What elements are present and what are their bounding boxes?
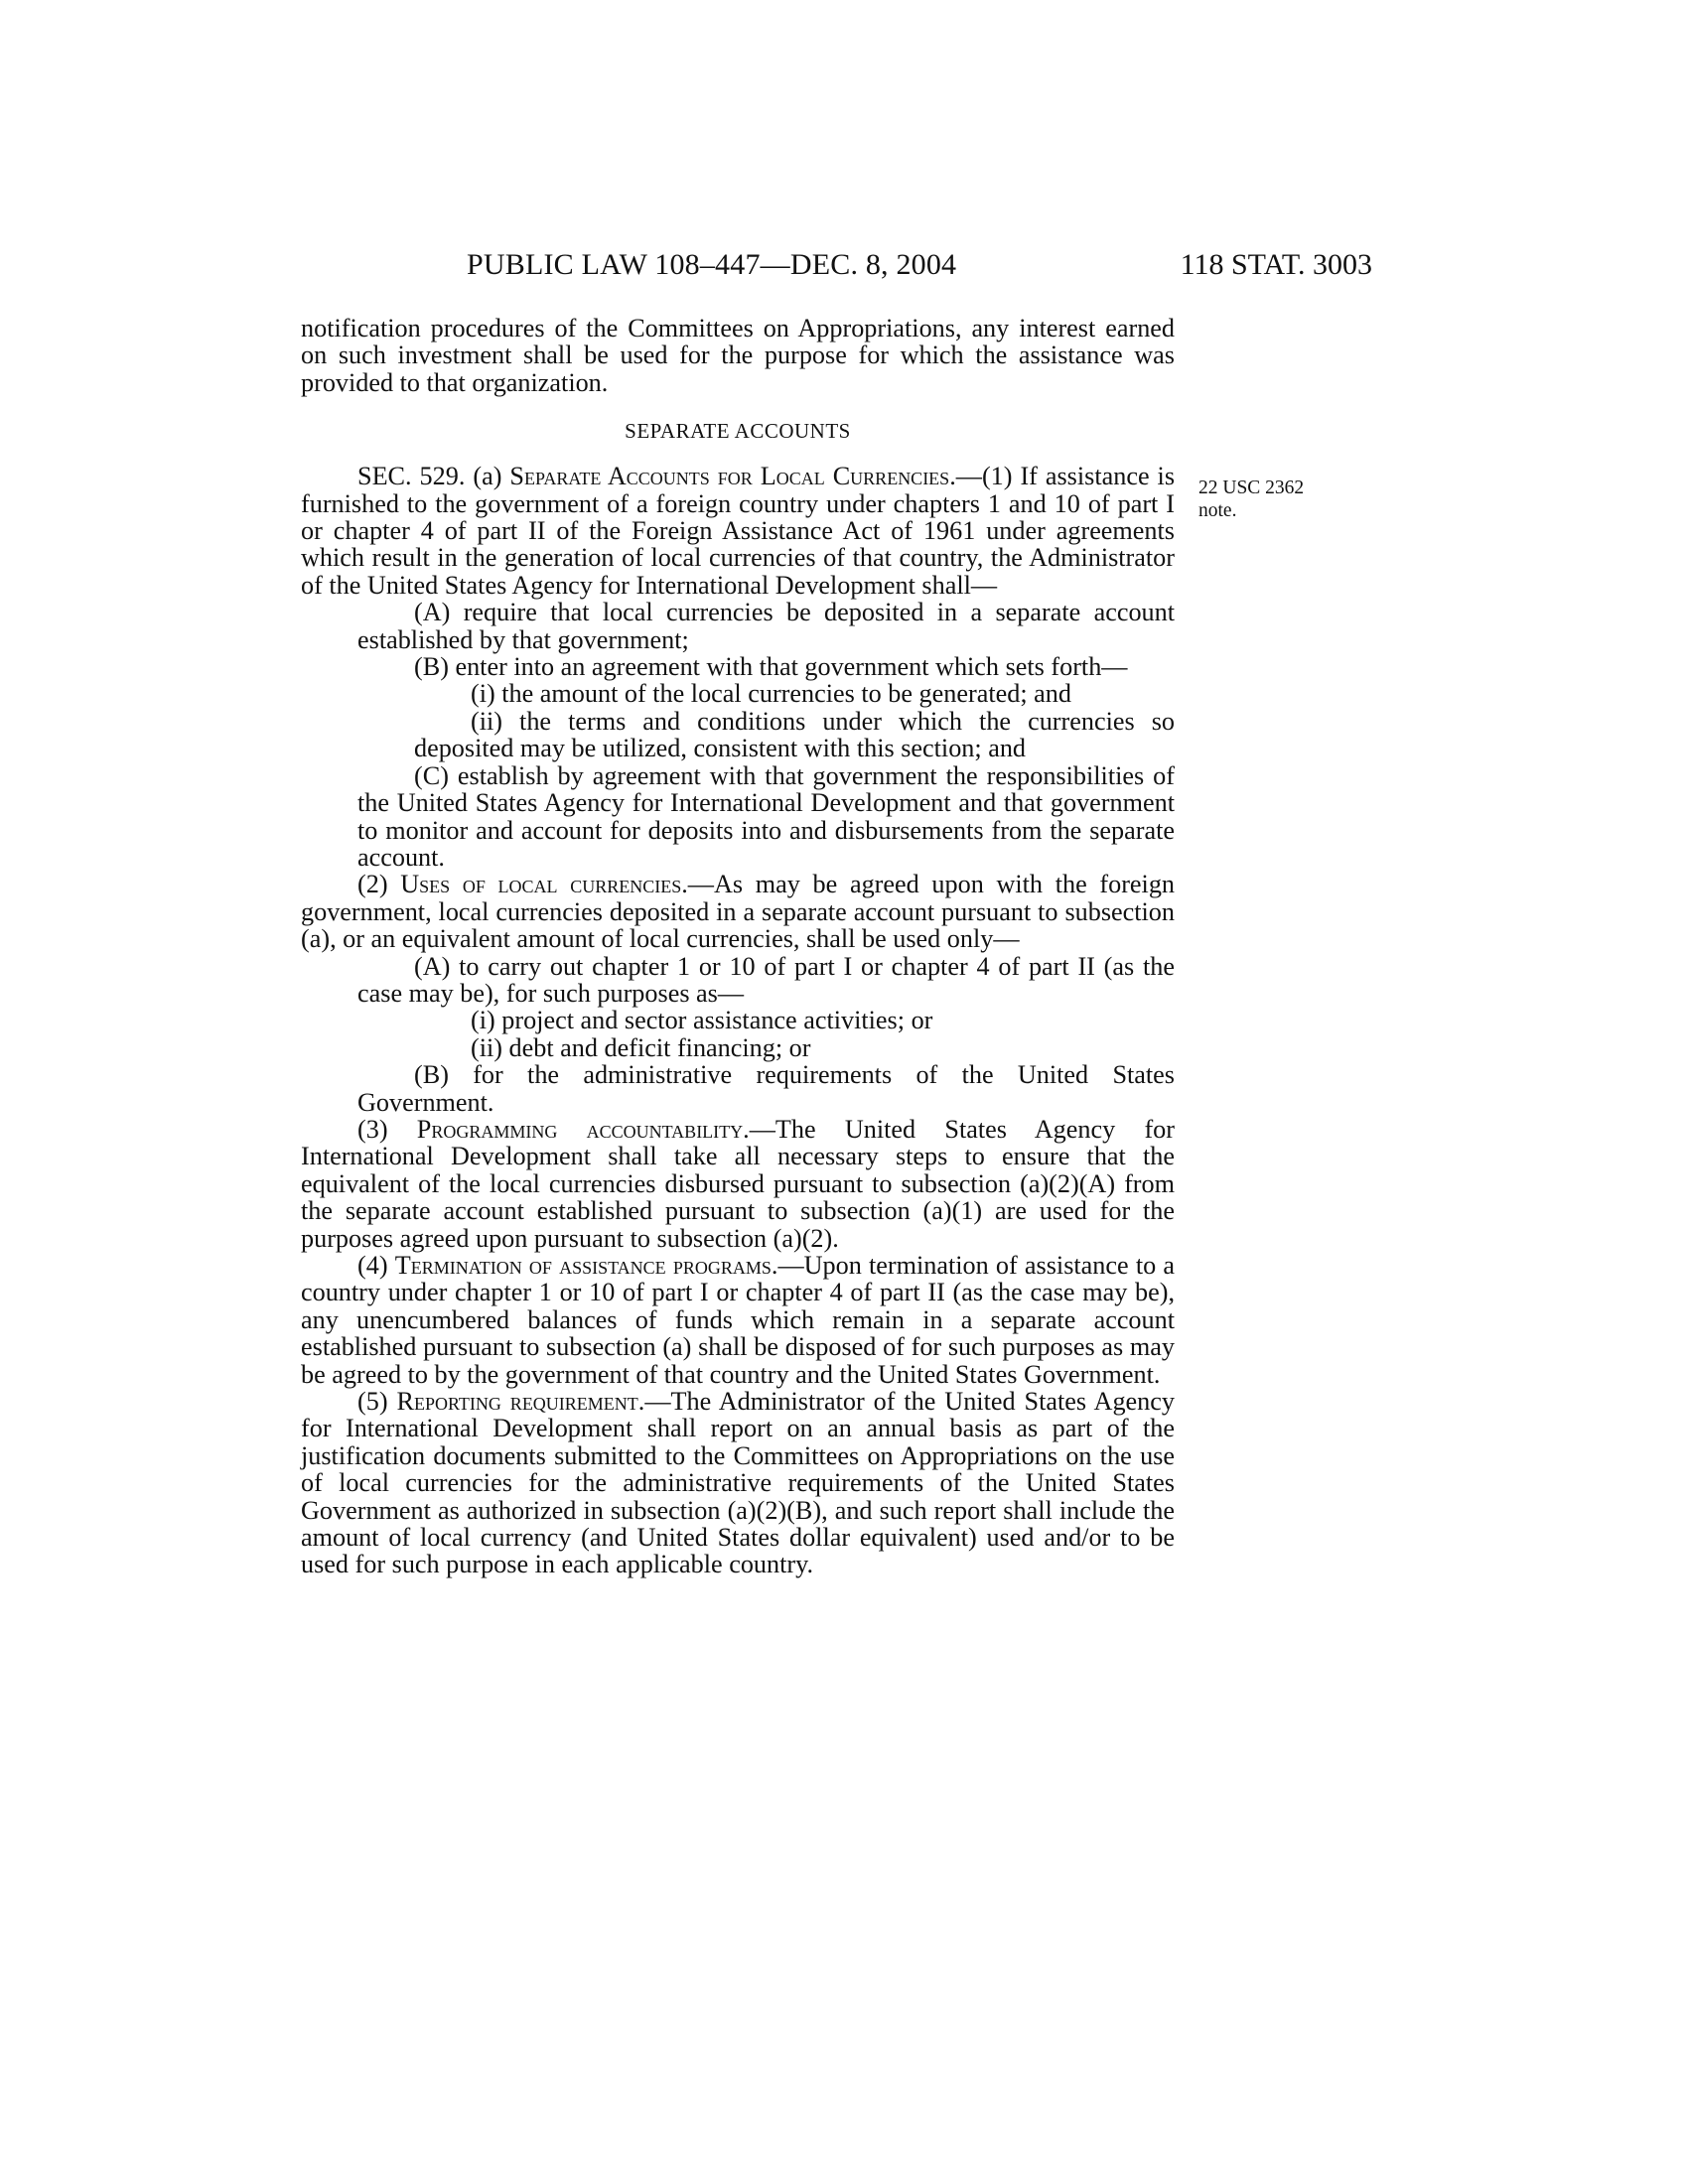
paragraph-3-number: (3) [357,1114,417,1144]
paragraph-3-text: —The United States Agency for International Development shall take all necessary steps to ensure that the equivalent of the local currencies disbursed pursuant to subsection (a)(2)(A) from the separate account established pursuant to subsection (a)(1) are used for the purposes agreed upon pursuant to subsection (a)(2). [301,1114,1175,1253]
paragraph-1: (1) If assistance is furnished to the government of a foreign country under chapters 1 and 10 of part I or chapter 4 of part II of the Foreign Assistance Act of 1961 under agreements which result in the generation of local currencies of that country, the Administrator of the United States Agency for International Development shall— [301,462,1176,600]
paragraph-1B: (B) enter into an agreement with that government which sets forth— [414,652,1128,682]
paragraph-1C: (C) establish by agreement with that government the responsibilities of the United States Agency for International Development and that government to monitor and account for deposits into and disbursements from the separate account. [357,760,1175,872]
paragraph-2A: (A) to carry out chapter 1 or 10 of part I or chapter 4 of part II (as the case may be), for such purposes as— [357,951,1175,1008]
margin-note [1198,477,1337,522]
paragraph-2 [301,871,1175,952]
paragraph-2B: (B) for the administrative requirements of the United States Government. [357,1060,1175,1117]
paragraph-5-caption: Reporting requirement. [396,1387,645,1417]
section-heading: SEPARATE ACCOUNTS [625,419,851,444]
paragraph-2A-i: (i) project and sector assistance activities; or [471,1006,933,1035]
document-body [301,315,1175,1578]
paragraph-5-text: —The Administrator of the United States Agency for International Development shall report on an annual basis as part of the justification documents submitted to the Committees on Appropriations on the use of local currencies for the administrative requirements of the United States Government as authorized in subsection (a)(2)(B), and such report shall include the amount of local currency (and United States dollar equivalent) used and/or to be used for such purpose in each applicable country. [301,1387,1175,1579]
page-reference: 118 STAT. 3003 [1180,248,1372,281]
paragraph-2A-ii: (ii) debt and deficit financing; or [471,1032,811,1062]
paragraph-1B-ii: (ii) the terms and conditions under which the currencies so deposited may be utilized, consistent with this section; and [414,706,1175,763]
paragraph-1A: (A) require that local currencies be deposited in a separate account established by that government; [357,598,1175,654]
section-caption: Separate Accounts for Local Currencies.— [509,462,982,491]
continuation-paragraph: notification procedures of the Committees on Appropriations, any interest earned on such investment shall be used for the purpose for which the assistance was provided to that organization. [301,314,1175,397]
paragraph-2-caption: Uses of local currencies. [400,870,688,899]
paragraph-3-caption: Programming accountability. [416,1114,750,1144]
paragraph-4-text: —Upon termination of assistance to a country under chapter 1 or 10 of part I or chapter 4 of part II (as the case may be), any unencumbered balances of funds which remain in a separate account established pursuant to subsection (a) shall be disposed of for such purposes as may be agreed to by the government of that country and the United States Government. [301,1251,1175,1389]
paragraph-1B-i: (i) the amount of the local currencies to be generated; and [471,679,1071,709]
paragraph-5 [301,1388,1175,1578]
paragraph-2-number: (2) [357,870,401,899]
margin-note-citation: 22 USC 2362 [1198,478,1305,498]
margin-note-label: note. [1198,500,1237,521]
running-header-title: PUBLIC LAW 108–447—DEC. 8, 2004 [467,248,957,281]
paragraph-4-caption: Termination of assistance programs. [394,1251,778,1280]
paragraph-4-number: (4) [357,1251,395,1280]
section-529-paragraph [301,463,1175,599]
paragraph-4 [301,1252,1175,1388]
paragraph-3 [301,1116,1175,1252]
paragraph-2-text: —As may be agreed upon with the foreign government, local currencies deposited in a separate account pursuant to subsection (a), or an equivalent amount of local currencies, shall be used only— [301,870,1176,954]
paragraph-5-number: (5) [357,1387,397,1417]
section-label: SEC. 529. (a) [357,462,510,491]
